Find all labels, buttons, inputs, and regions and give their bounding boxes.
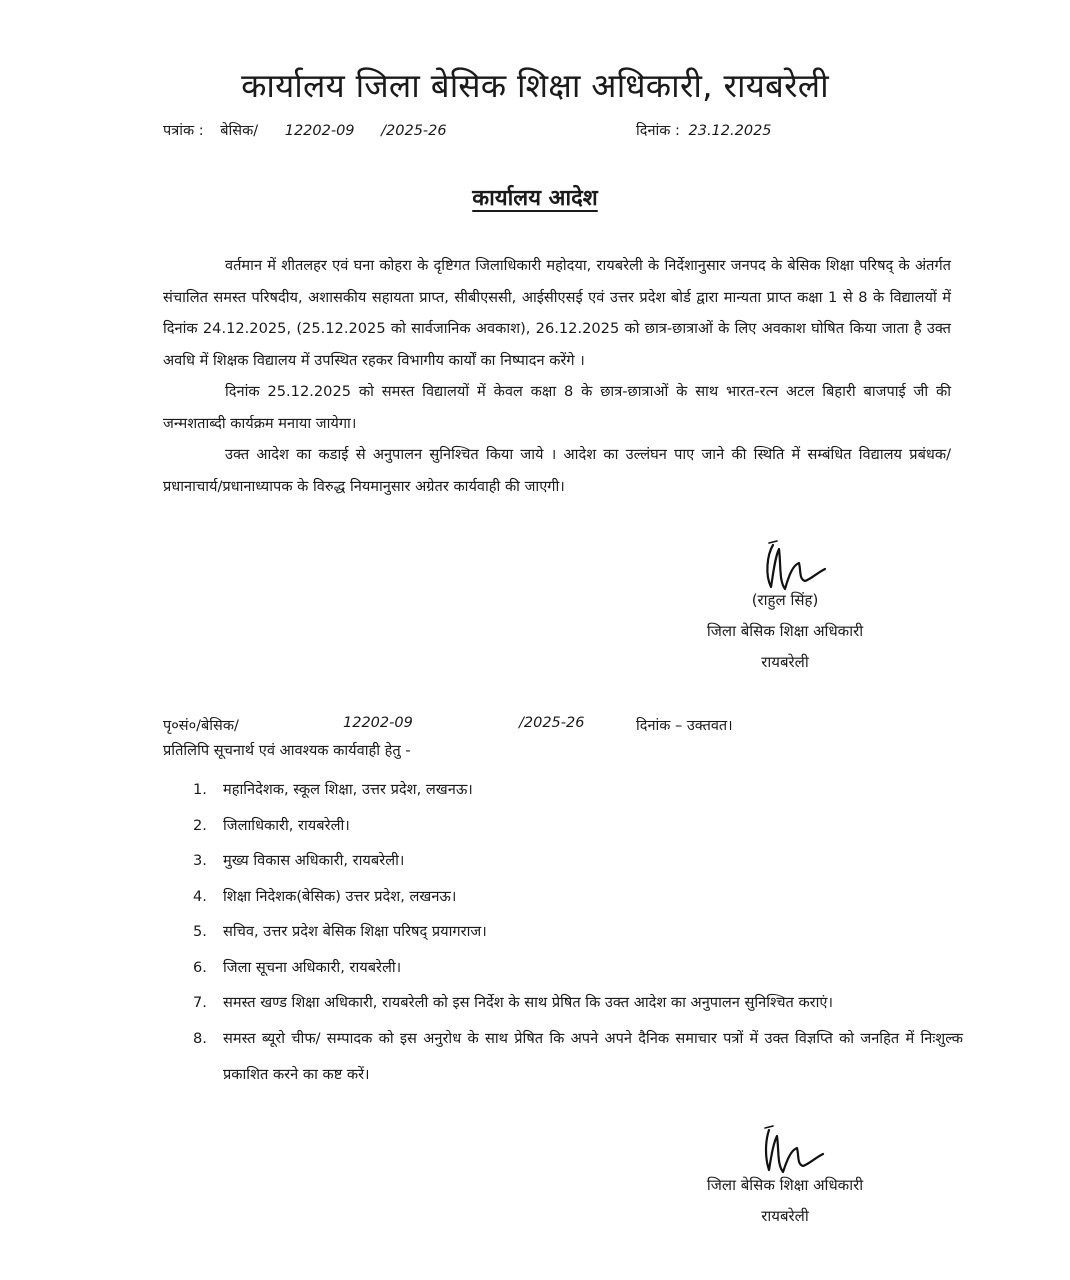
- signatory-1-name: (राहुल सिंह): [751, 591, 819, 609]
- list-item: [163, 985, 963, 1021]
- list-item-number: 2.: [193, 816, 207, 834]
- list-item-number: 8.: [193, 1029, 207, 1047]
- reference-prefix: बेसिक/: [220, 123, 259, 139]
- signatory-2-block: [660, 1170, 910, 1232]
- list-item-number: 5.: [193, 923, 207, 940]
- list-item-number: 1.: [193, 781, 207, 798]
- list-item-number: 7.: [193, 994, 207, 1011]
- signatory-1-location: रायबरेली: [761, 653, 809, 671]
- body-paragraph: दिनांक 25.12.2025 को समस्त विद्यालयों में केवल कक्षा 8 के छात्र-छात्राओं के साथ भारत-रत्न अटल बिहारी बाजपाई जी की जन्मशताब्दी कार्यक्रम मनाया जायेगा।: [163, 383, 951, 432]
- reference-line: [163, 120, 447, 140]
- list-item-text: जिलाधिकारी, रायबरेली।: [223, 816, 350, 834]
- list-item-number: 4.: [193, 887, 207, 905]
- endorsement-year: /2025-26: [519, 715, 585, 731]
- list-item-text: जिला सूचना अधिकारी, रायबरेली।: [223, 958, 402, 976]
- signatory-2-location: रायबरेली: [761, 1207, 809, 1225]
- list-item: [163, 950, 963, 986]
- list-item: [163, 808, 963, 844]
- list-item-text: समस्त ब्यूरो चीफ/ सम्पादक को इस अनुरोध के साथ प्रेषित कि अपने अपने दैनिक समाचार पत्रों में उक्त विज्ञप्ति को जनहित में निःशुल्क प्रकाशित करने का कष्ट करें।: [223, 1029, 963, 1083]
- list-item-number: 3.: [193, 852, 207, 869]
- endorsement-number: 12202-09: [343, 715, 413, 731]
- endorsement-label: पृ०सं०/बेसिक/: [163, 718, 239, 734]
- list-item: [163, 843, 963, 879]
- copy-list: [163, 772, 963, 1093]
- signatory-1-designation: जिला बेसिक शिक्षा अधिकारी: [706, 622, 864, 640]
- list-item: [163, 879, 963, 915]
- order-title: कार्यालय आदेश: [472, 186, 598, 211]
- reference-date-label: दिनांक :: [636, 123, 680, 139]
- list-item-number: 6.: [193, 958, 207, 976]
- reference-label: पत्रांक :: [163, 123, 204, 139]
- reference-date-line: [636, 120, 772, 140]
- endorsement-date: दिनांक – उक्तवत।: [636, 718, 733, 734]
- reference-year: /2025-26: [381, 123, 447, 139]
- body-paragraph: वर्तमान में शीतलहर एवं घना कोहरा के दृष्टिगत जिलाधिकारी महोदया, रायबरेली के निर्देशानुसार जनपद के बेसिक शिक्षा परिषद् के अंतर्गत संचालित समस्त परिषदीय, अशासकीय सहायता प्राप्त, सीबीएससी, आईसीएसई एवं उत्तर प्रदेश बोर्ड द्वारा मान्यता प्राप्त कक्षा 1 से 8 के विद्यालयों में दिनांक 24.12.2025, (25.12.2025 को सार्वजानिक अवकाश), 26.12.2025 को छात्र-छात्राओं के लिए अवकाश घोषित किया जाता है उक्त अवधि में शिक्षक विद्यालय में उपस्थित रहकर विभागीय कार्यों का निष्पादन करेंगे ।: [163, 257, 952, 369]
- list-item-text: शिक्षा निदेशक(बेसिक) उत्तर प्रदेश, लखनऊ।: [223, 887, 457, 905]
- list-item: [163, 772, 963, 808]
- copy-intro: प्रतिलिपि सूचनार्थ एवं आवश्यक कार्यवाही हेतु -: [163, 742, 411, 759]
- signatory-1-block: [660, 585, 910, 678]
- list-item: [163, 1021, 963, 1093]
- reference-number: 12202-09: [284, 123, 355, 139]
- list-item-text: मुख्य विकास अधिकारी, रायबरेली।: [223, 852, 405, 869]
- office-title: कार्यालय जिला बेसिक शिक्षा अधिकारी, रायबरेली: [241, 66, 829, 105]
- list-item: [163, 914, 963, 950]
- body-paragraph: उक्त आदेश का कडाई से अनुपालन सुनिश्चित किया जाये । आदेश का उल्लंघन पाए जाने की स्थिति में सम्बंधित विद्यालय प्रबंधक/प्रधानाचार्य/प्रधानाध्यापक के विरुद्ध नियमानुसार अग्रेतर कार्यवाही की जाएगी।: [163, 446, 951, 495]
- reference-date: 23.12.2025: [688, 123, 772, 139]
- list-item-text: महानिदेशक, स्कूल शिक्षा, उत्तर प्रदेश, लखनऊ।: [223, 781, 473, 798]
- list-item-text: समस्त खण्ड शिक्षा अधिकारी, रायबरेली को इस निर्देश के साथ प्रेषित कि उक्त आदेश का अनुपालन सुनिश्चित कराएं।: [223, 994, 834, 1011]
- list-item-text: सचिव, उत्तर प्रदेश बेसिक शिक्षा परिषद् प्रयागराज।: [223, 923, 487, 940]
- signatory-2-designation: जिला बेसिक शिक्षा अधिकारी: [706, 1176, 864, 1194]
- order-body: [163, 250, 951, 502]
